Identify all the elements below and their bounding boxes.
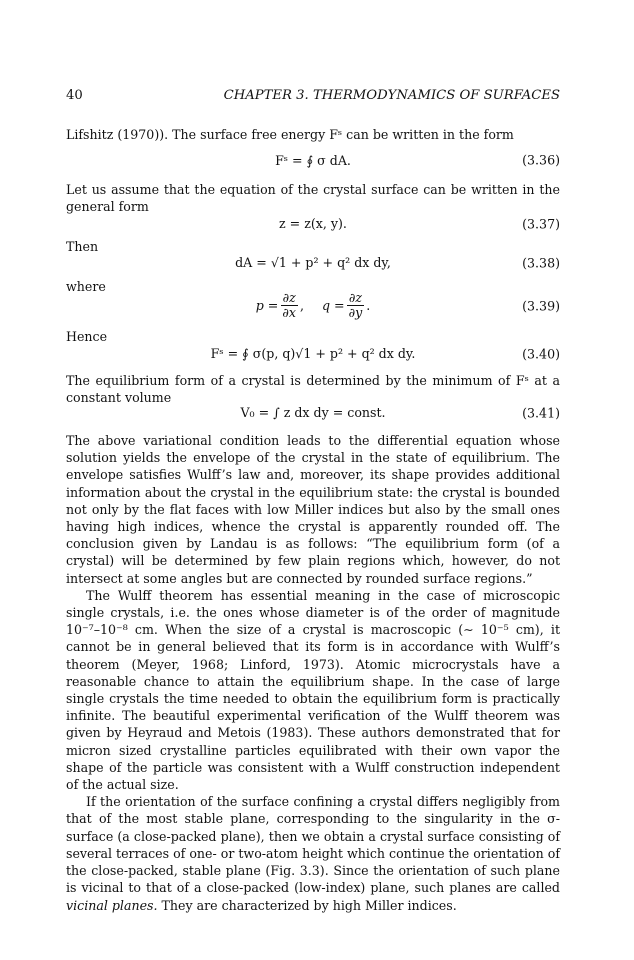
where-block bbox=[66, 276, 560, 324]
q-fraction bbox=[347, 291, 365, 320]
hence-block bbox=[66, 324, 560, 368]
p-numerator: ∂z bbox=[282, 290, 296, 306]
p-label: p = bbox=[255, 298, 279, 313]
equation-3-36 bbox=[66, 143, 560, 177]
lead-then: Then bbox=[66, 238, 99, 254]
page-number: 40 bbox=[66, 88, 83, 103]
equation-3-40-number: (3.40) bbox=[522, 346, 560, 362]
paragraph-vicinal bbox=[66, 793, 560, 913]
paragraph-equilibrium: The equilibrium form of a crystal is determined by the minimum of Fˢ at a constant volume bbox=[66, 372, 560, 405]
equation-3-37 bbox=[66, 214, 560, 234]
chapter-title: CHAPTER 3. THERMODYNAMICS OF SURFACES bbox=[223, 88, 560, 103]
paragraph-assume: Let us assume that the equation of the crystal surface can be written in the general form bbox=[66, 182, 560, 215]
equation-3-36-number: (3.36) bbox=[522, 152, 560, 168]
lead-hence: Hence bbox=[66, 328, 108, 344]
p-fraction bbox=[280, 291, 298, 320]
equation-3-41 bbox=[66, 402, 560, 424]
lead-where: where bbox=[66, 278, 106, 294]
q-denominator: ∂y bbox=[348, 305, 363, 321]
equation-3-38-number: (3.38) bbox=[522, 255, 560, 271]
q-numerator: ∂z bbox=[348, 290, 362, 306]
equation-3-37-number: (3.37) bbox=[522, 216, 560, 232]
page bbox=[66, 88, 560, 914]
paragraph-variational: The above variational condition leads to the differential equation whose solution yields the envelope of the crystal in the state of equilibrium. The envelope satisfies Wulff’s law and, moreover, its shape provides additional information about the crystal in the equilibrium state: the crystal is bounded not only by the flat faces with low Miller indices but also by the small ones having high indices, whence the crystal is apparently rounded off. The conclusion given by Landau is as follows: “The equilibrium form (of a crystal) will be determined by few plain regions which, however, do not intersect at some angles but are connected by rounded surface regions.” bbox=[66, 433, 560, 586]
paragraph-vicinal-end: They are characterized by high Miller indices. bbox=[157, 897, 457, 913]
equation-3-36-expr: Fˢ = ∮ σ dA. bbox=[275, 152, 351, 168]
equation-3-39-number: (3.39) bbox=[522, 298, 560, 314]
q-label: q = bbox=[321, 298, 345, 313]
p-denominator: ∂x bbox=[282, 305, 296, 321]
paragraph-wulff: The Wulff theorem has essential meaning in the case of microscopic single crystals, i.e. the ones whose diameter is of the order of magnitude 10⁻⁷–10⁻⁸ cm. When the size of a crystal is macroscopic (∼ 10⁻⁵ cm), it cannot be in general believed that its form is in accordance with Wulff’s theorem (Meyer, 1968; Linford, 1973). Atomic microcrystals have a reasonable chance to attain the equilibrium shape. In the case of large single crystals the time needed to obtain the equilibrium form is practically infinite. The beautiful experimental verification of the Wulff theorem was given by Heyraud and Metois (1983). These authors demonstrated that for micron sized crystalline particles equilibrated with their own vapor the shape of the particle was consistent with a Wulff construction independent of the actual size. bbox=[66, 587, 560, 793]
running-header bbox=[66, 88, 560, 104]
equation-3-40 bbox=[66, 342, 560, 366]
paragraph-vicinal-start: If the orientation of the surface confining a crystal differs negligibly from that of the most stable plane, corresponding to the singularity in the σ-surface (a close-packed plane), then we obtain a crystal surface consisting of several terraces of one- or two-atom height which continue the orientation of the close-packed, stable plane (Fig. 3.3). Since the orientation of such plane is vicinal to that of a close-packed (low-index) plane, such planes are called bbox=[66, 794, 560, 896]
vicinal-planes-term: vicinal planes. bbox=[66, 897, 158, 913]
equation-3-37-expr: z = z(x, y). bbox=[279, 216, 347, 231]
equation-3-38 bbox=[66, 252, 560, 274]
equation-3-38-expr: dA = √1 + p² + q² dx dy, bbox=[235, 255, 391, 270]
equation-3-41-number: (3.41) bbox=[522, 405, 560, 421]
equation-3-41-expr: V₀ = ∫ z dx dy = const. bbox=[240, 405, 386, 421]
equation-3-40-expr: Fˢ = ∮ σ(p, q)√1 + p² + q² dx dy. bbox=[210, 346, 416, 361]
equation-3-39: p = $\frac{\partial z}{\partial x}$ , q = $\frac{\partial z}{\partial y}$ . (3.39) bbox=[255, 290, 560, 321]
then-block bbox=[66, 234, 560, 276]
intro-line: Lifshitz (1970)). The surface free energy Fˢ can be written in the form bbox=[66, 127, 514, 142]
